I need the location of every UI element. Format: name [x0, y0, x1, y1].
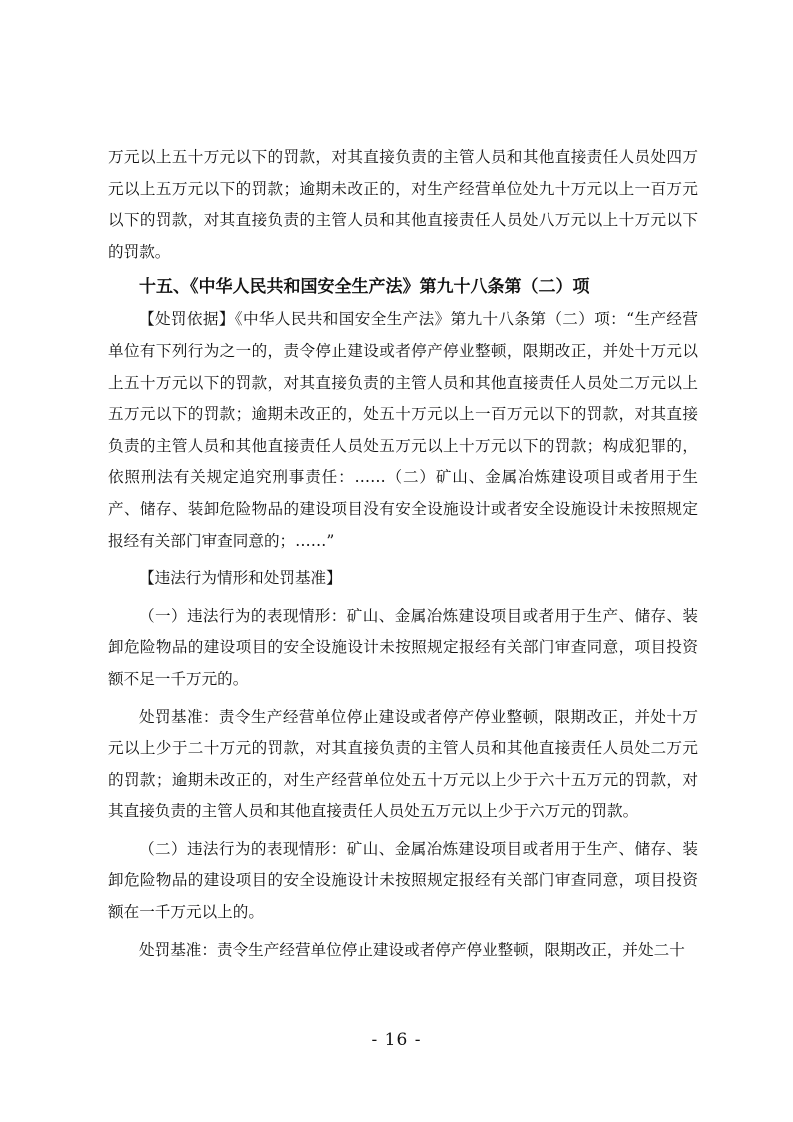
- document-body: [108, 142, 698, 966]
- paragraph-standards-heading: 【违法行为情形和处罚基准】: [139, 569, 342, 588]
- page-number: - 16 -: [371, 1030, 422, 1050]
- paragraph-legal-basis: 【处罚依据】《中华人民共和国安全生产法》第九十八条第（二）项：“生产经营单位有下列行为之一的，责令停止建设或者停产停业整顿，限期改正，并处十万元以上五十万元以下的罚款，对其直接负责的主管人员和其他直接责任人员处二万元以上五万元以下的罚款；逾期未改正的，处五十万元以上一百万元以下的罚款，对其直接负责的主管人员和其他直接责任人员处五万元以上十万元以下的罚款；构成犯罪的，依照刑法有关规定追究刑事责任：……（二）矿山、金属冶炼建设项目或者用于生产、储存、装卸危险物品的建设项目没有安全设施设计或者安全设施设计未按照规定报经有关部门审查同意的；……”: [108, 310, 698, 550]
- paragraph-case-1: （一）违法行为的表现情形：矿山、金属冶炼建设项目或者用于生产、储存、装卸危险物品的建设项目的安全设施设计未按照规定报经有关部门审查同意，项目投资额不足一千万元的。: [108, 606, 698, 688]
- paragraph-penalty-1: 处罚基准：责令生产经营单位停止建设或者停产停业整顿，限期改正，并处十万元以上少于二十万元的罚款，对其直接负责的主管人员和其他直接责任人员处二万元的罚款；逾期未改正的，对生产经营单位处五十万元以上少于六十五万元的罚款，对其直接负责的主管人员和其他直接责任人员处五万元以上少于六万元的罚款。: [108, 707, 698, 821]
- paragraph-penalty-2: 处罚基准：责令生产经营单位停止建设或者停产停业整顿，限期改正，并处二十: [139, 940, 685, 959]
- section-heading: 十五、《中华人民共和国安全生产法》第九十八条第（二）项: [139, 277, 590, 298]
- paragraph-case-2: （二）违法行为的表现情形：矿山、金属冶炼建设项目或者用于生产、储存、装卸危险物品的建设项目的安全设施设计未按照规定报经有关部门审查同意，项目投资额在一千万元以上的。: [108, 839, 698, 922]
- paragraph-continuation: 万元以上五十万元以下的罚款，对其直接负责的主管人员和其他直接责任人员处四万元以上五万元以下的罚款；逾期未改正的，对生产经营单位处九十万元以上一百万元以下的罚款，对其直接负责的主管人员和其他直接责任人员处八万元以上十万元以下的罚款。: [108, 148, 698, 261]
